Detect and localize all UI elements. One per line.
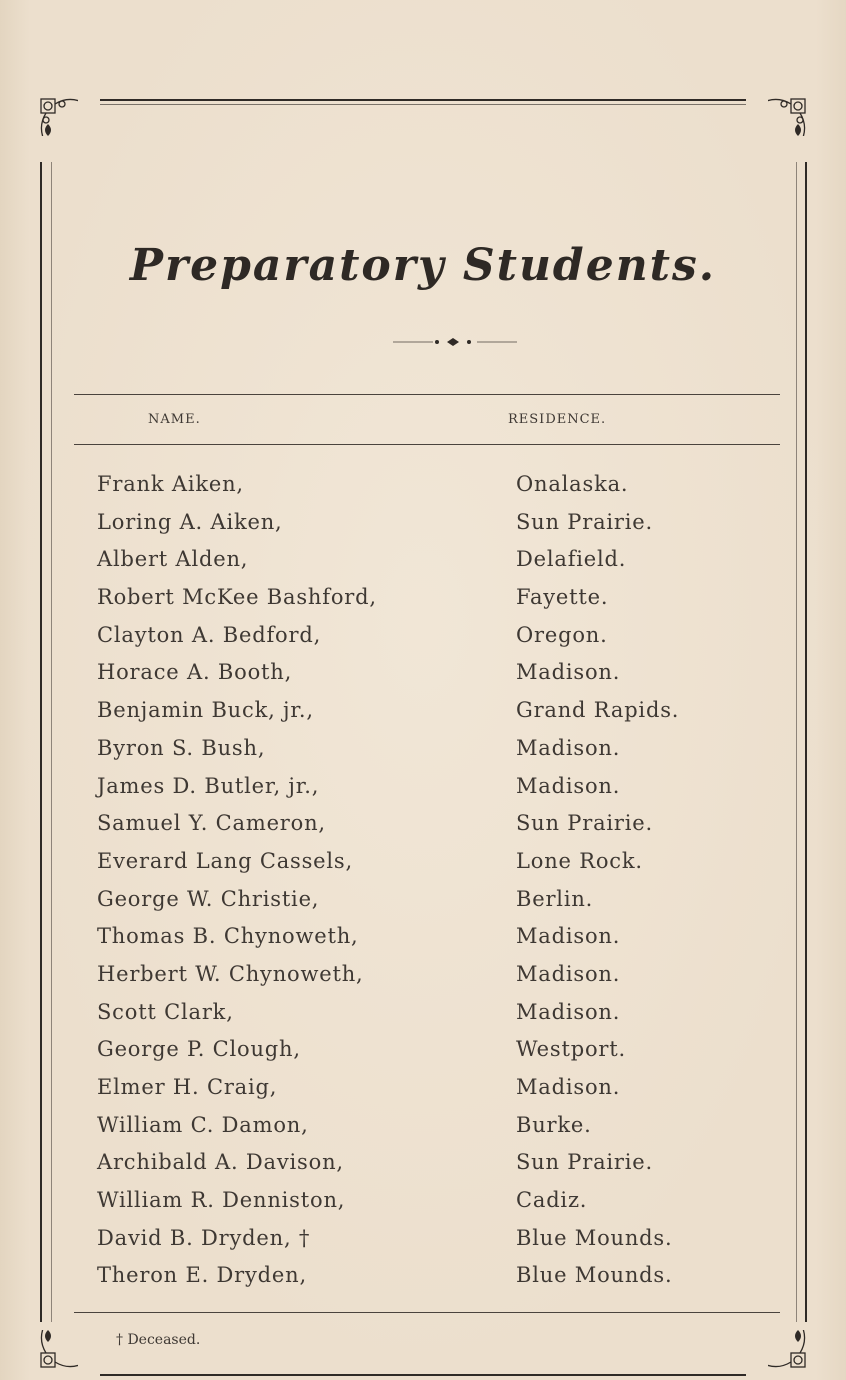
student-residence: Fayette. bbox=[516, 585, 609, 610]
list-item bbox=[0, 811, 846, 849]
student-residence: Westport. bbox=[516, 1037, 626, 1062]
student-name: Horace A. Booth, bbox=[97, 660, 293, 685]
page-title: Preparatory Students. bbox=[129, 240, 717, 291]
list-item bbox=[0, 623, 846, 661]
student-residence: Onalaska. bbox=[516, 472, 629, 496]
corner-ornament-icon bbox=[768, 96, 808, 136]
student-residence: Madison. bbox=[516, 735, 621, 760]
student-residence: Berlin. bbox=[516, 886, 594, 911]
list-item bbox=[0, 1188, 846, 1226]
student-name: Elmer H. Craig, bbox=[97, 1075, 278, 1099]
student-name: William C. Damon, bbox=[97, 1112, 309, 1137]
list-item bbox=[0, 736, 846, 774]
student-residence: Sun Prairie. bbox=[516, 509, 653, 534]
student-residence: Madison. bbox=[516, 1075, 621, 1099]
student-name: Loring A. Aiken, bbox=[97, 509, 283, 534]
divider-ornament-icon bbox=[393, 336, 517, 348]
student-name: Scott Clark, bbox=[97, 999, 234, 1024]
student-name: Samuel Y. Cameron, bbox=[97, 811, 326, 836]
corner-ornament-icon bbox=[38, 96, 78, 136]
list-item bbox=[0, 1075, 846, 1113]
student-residence: Sun Prairie. bbox=[516, 1150, 653, 1175]
corner-ornament-icon bbox=[768, 1330, 808, 1370]
student-residence: Lone Rock. bbox=[516, 848, 643, 873]
list-item bbox=[0, 1263, 846, 1301]
student-name: Byron S. Bush, bbox=[97, 735, 266, 760]
list-item bbox=[0, 1037, 846, 1075]
student-list bbox=[0, 472, 846, 1301]
student-residence: Blue Mounds. bbox=[516, 1225, 673, 1250]
frame-bottom-line bbox=[100, 1374, 746, 1376]
list-item bbox=[0, 585, 846, 623]
list-item bbox=[0, 1226, 846, 1264]
student-residence: Grand Rapids. bbox=[516, 698, 680, 723]
residence-column-header: RESIDENCE. bbox=[508, 412, 607, 427]
student-name: Frank Aiken, bbox=[97, 472, 244, 496]
frame-top-line bbox=[100, 99, 746, 101]
header-top-rule bbox=[74, 394, 780, 395]
list-item bbox=[0, 774, 846, 812]
list-item bbox=[0, 660, 846, 698]
student-residence: Sun Prairie. bbox=[516, 811, 653, 836]
list-item bbox=[0, 472, 846, 510]
student-residence: Madison. bbox=[516, 999, 621, 1024]
list-item bbox=[0, 887, 846, 925]
list-item bbox=[0, 698, 846, 736]
footnote: † Deceased. bbox=[116, 1332, 201, 1348]
list-item bbox=[0, 849, 846, 887]
header-bottom-rule bbox=[74, 444, 780, 445]
corner-ornament-icon bbox=[38, 1330, 78, 1370]
list-item bbox=[0, 1150, 846, 1188]
student-name: Benjamin Buck, jr., bbox=[97, 698, 314, 723]
student-name: David B. Dryden, † bbox=[97, 1225, 311, 1250]
student-residence: Oregon. bbox=[516, 622, 608, 647]
list-item bbox=[0, 924, 846, 962]
list-item bbox=[0, 1113, 846, 1151]
student-name: Albert Alden, bbox=[97, 547, 249, 572]
frame-top-inner-line bbox=[100, 104, 746, 105]
student-name: Theron E. Dryden, bbox=[97, 1263, 307, 1288]
student-name: Everard Lang Cassels, bbox=[97, 848, 353, 873]
student-name: William R. Denniston, bbox=[97, 1188, 346, 1213]
student-name: Thomas B. Chynoweth, bbox=[97, 924, 359, 949]
list-item bbox=[0, 510, 846, 548]
name-column-header: NAME. bbox=[148, 412, 201, 427]
student-name: Robert McKee Bashford, bbox=[97, 585, 377, 610]
student-residence: Madison. bbox=[516, 961, 621, 986]
student-residence: Madison. bbox=[516, 660, 621, 685]
student-name: Herbert W. Chynoweth, bbox=[97, 961, 364, 986]
student-name: Clayton A. Bedford, bbox=[97, 622, 322, 647]
list-item bbox=[0, 547, 846, 585]
student-residence: Burke. bbox=[516, 1112, 592, 1137]
student-name: George P. Clough, bbox=[97, 1037, 301, 1062]
student-residence: Madison. bbox=[516, 924, 621, 949]
list-item bbox=[0, 962, 846, 1000]
footer-rule bbox=[74, 1312, 780, 1313]
student-residence: Delafield. bbox=[516, 547, 627, 572]
student-residence: Blue Mounds. bbox=[516, 1263, 673, 1288]
list-item bbox=[0, 1000, 846, 1038]
student-residence: Madison. bbox=[516, 773, 621, 798]
student-residence: Cadiz. bbox=[516, 1188, 588, 1213]
student-name: George W. Christie, bbox=[97, 886, 320, 911]
student-name: Archibald A. Davison, bbox=[97, 1150, 344, 1175]
student-name: James D. Butler, jr., bbox=[97, 773, 320, 798]
